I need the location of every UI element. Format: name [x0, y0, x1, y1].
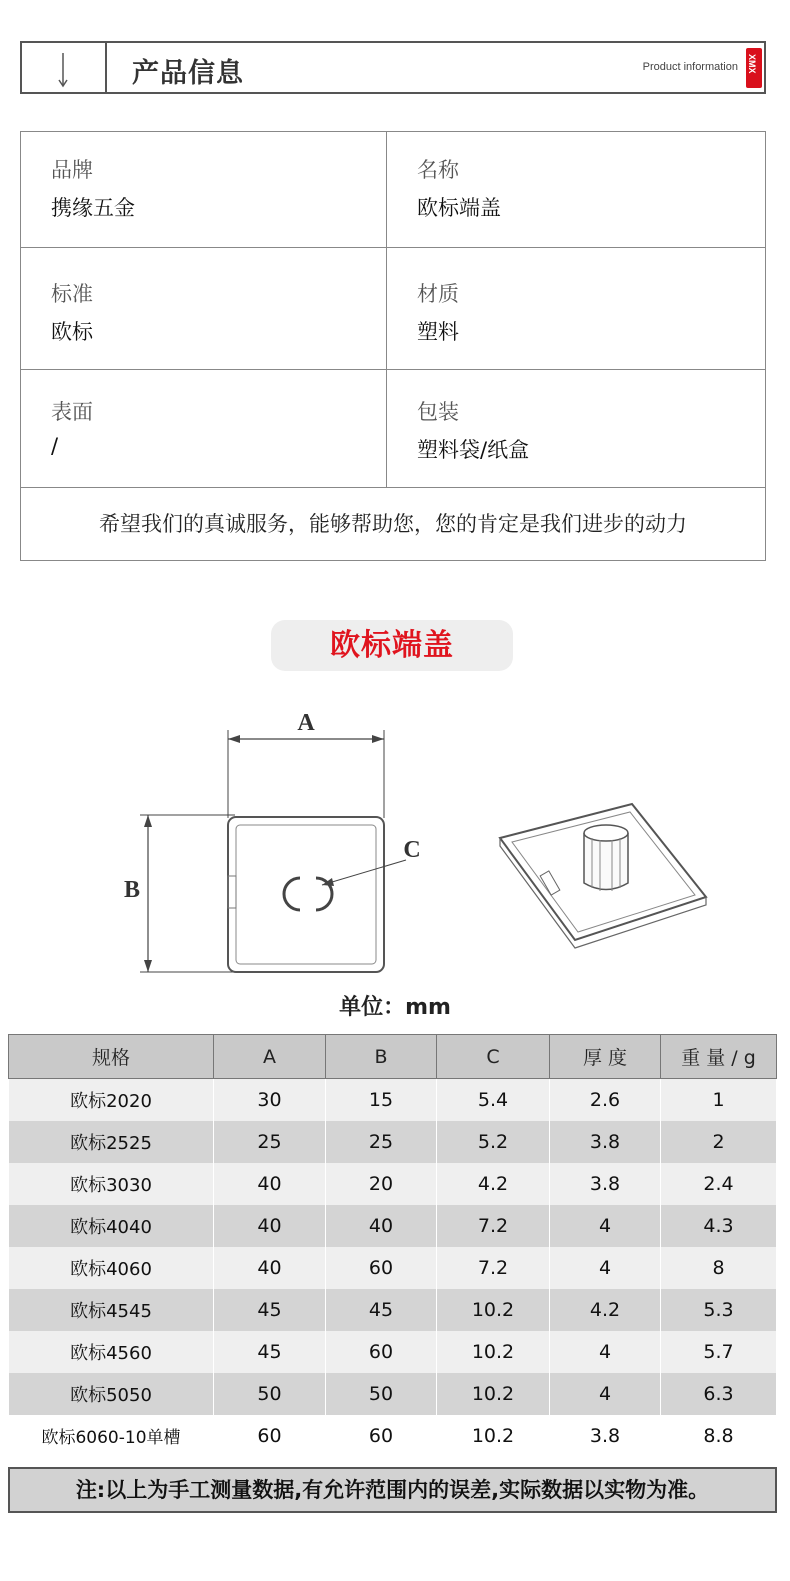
table-cell: 2.4 — [661, 1163, 777, 1205]
measurement-note: 注:以上为手工测量数据,有允许范围内的误差,实际数据以实物为准。 — [8, 1467, 777, 1513]
table-cell: 45 — [214, 1289, 326, 1331]
spec-header-cell: 规格 — [9, 1035, 214, 1079]
standard-value: 欧标 — [51, 320, 93, 344]
table-cell: 4.2 — [437, 1163, 550, 1205]
table-cell: 3.8 — [550, 1121, 661, 1163]
header-title: 产品信息 — [132, 58, 244, 89]
table-cell: 60 — [214, 1415, 326, 1457]
table-cell: 60 — [326, 1415, 437, 1457]
arrow-cell — [22, 43, 107, 92]
table-cell: 2 — [661, 1121, 777, 1163]
table-cell: 7.2 — [437, 1205, 550, 1247]
table-cell: 5.7 — [661, 1331, 777, 1373]
table-cell: 5.3 — [661, 1289, 777, 1331]
surface-value: / — [51, 434, 59, 458]
table-cell: 4 — [550, 1247, 661, 1289]
table-cell: 4 — [550, 1331, 661, 1373]
table-row — [9, 1331, 777, 1373]
table-cell: 欧标2020 — [9, 1079, 214, 1121]
table-row — [9, 1415, 777, 1457]
table-cell: 50 — [214, 1373, 326, 1415]
table-cell: 5.4 — [437, 1079, 550, 1121]
table-cell: 45 — [214, 1331, 326, 1373]
unit-label: 单位：mm — [339, 995, 451, 1020]
table-cell: 10.2 — [437, 1415, 550, 1457]
table-cell: 1 — [661, 1079, 777, 1121]
material-value: 塑料 — [417, 320, 459, 344]
table-row — [9, 1373, 777, 1415]
table-row — [9, 1079, 777, 1121]
table-row — [9, 1205, 777, 1247]
standard-cell — [21, 248, 386, 369]
dimension-a-label: A — [297, 710, 315, 736]
dimension-c-label: C — [403, 837, 421, 863]
table-cell: 10.2 — [437, 1331, 550, 1373]
table-row — [9, 1163, 777, 1205]
end-cap-diagram — [110, 700, 720, 985]
info-row — [21, 132, 765, 248]
table-row — [9, 1289, 777, 1331]
table-cell: 3.8 — [550, 1163, 661, 1205]
table-cell: 10.2 — [437, 1373, 550, 1415]
table-cell: 欧标2525 — [9, 1121, 214, 1163]
slogan: 希望我们的真诚服务，能够帮助您，您的肯定是我们进步的动力 — [99, 512, 687, 536]
material-cell — [386, 248, 765, 369]
table-cell: 40 — [214, 1247, 326, 1289]
product-info-table — [20, 131, 766, 561]
table-cell: 4 — [550, 1373, 661, 1415]
dimension-b-label: B — [123, 877, 141, 903]
info-row — [21, 248, 765, 370]
cap-front-outline — [228, 817, 384, 972]
table-cell: 6.3 — [661, 1373, 777, 1415]
surface-cell — [21, 370, 386, 487]
table-cell: 7.2 — [437, 1247, 550, 1289]
package-value: 塑料袋/纸盒 — [417, 438, 530, 462]
brand-label: 品牌 — [51, 158, 93, 182]
table-cell: 8 — [661, 1247, 777, 1289]
brand-logo — [746, 48, 762, 88]
down-arrow-icon — [56, 51, 70, 89]
center-clip-shape — [284, 878, 300, 910]
table-cell: 欧标4040 — [9, 1205, 214, 1247]
package-cell — [386, 370, 765, 487]
table-cell: 25 — [326, 1121, 437, 1163]
spec-table — [8, 1034, 777, 1457]
table-cell: 欧标4545 — [9, 1289, 214, 1331]
table-cell: 15 — [326, 1079, 437, 1121]
info-row — [21, 370, 765, 488]
table-cell: 5.2 — [437, 1121, 550, 1163]
brand-cell — [21, 132, 386, 247]
table-cell: 欧标3030 — [9, 1163, 214, 1205]
table-cell: 40 — [214, 1205, 326, 1247]
spec-header-cell: 重 量 / g — [661, 1035, 777, 1079]
table-cell: 60 — [326, 1247, 437, 1289]
table-cell: 60 — [326, 1331, 437, 1373]
table-row — [9, 1247, 777, 1289]
table-cell: 欧标6060-10单槽 — [9, 1415, 214, 1457]
name-label: 名称 — [417, 158, 459, 182]
material-label: 材质 — [417, 282, 459, 306]
spec-header-cell: A — [214, 1035, 326, 1079]
spec-header-row — [9, 1035, 777, 1079]
table-cell: 40 — [326, 1205, 437, 1247]
brand-logo-text: XMX — [747, 54, 757, 74]
table-cell: 欧标4060 — [9, 1247, 214, 1289]
surface-label: 表面 — [51, 400, 93, 424]
table-cell: 4 — [550, 1205, 661, 1247]
table-cell: 3.8 — [550, 1415, 661, 1457]
table-cell: 欧标5050 — [9, 1373, 214, 1415]
spec-header-cell: C — [437, 1035, 550, 1079]
header-subtitle-en: Product information — [642, 61, 738, 73]
table-cell: 8.8 — [661, 1415, 777, 1457]
spec-header-cell: B — [326, 1035, 437, 1079]
table-row — [9, 1121, 777, 1163]
table-cell: 4.3 — [661, 1205, 777, 1247]
product-info-header — [20, 41, 766, 94]
name-value: 欧标端盖 — [417, 196, 501, 220]
table-cell: 20 — [326, 1163, 437, 1205]
table-cell: 30 — [214, 1079, 326, 1121]
table-cell: 25 — [214, 1121, 326, 1163]
standard-label: 标准 — [51, 282, 93, 306]
section-title: 欧标端盖 — [271, 620, 513, 671]
package-label: 包装 — [417, 400, 459, 424]
spec-header-cell: 厚 度 — [550, 1035, 661, 1079]
name-cell — [386, 132, 765, 247]
brand-value: 携缘五金 — [51, 196, 135, 220]
table-cell: 50 — [326, 1373, 437, 1415]
table-cell: 欧标4560 — [9, 1331, 214, 1373]
table-cell: 4.2 — [550, 1289, 661, 1331]
table-cell: 10.2 — [437, 1289, 550, 1331]
table-cell: 40 — [214, 1163, 326, 1205]
table-cell: 2.6 — [550, 1079, 661, 1121]
table-cell: 45 — [326, 1289, 437, 1331]
